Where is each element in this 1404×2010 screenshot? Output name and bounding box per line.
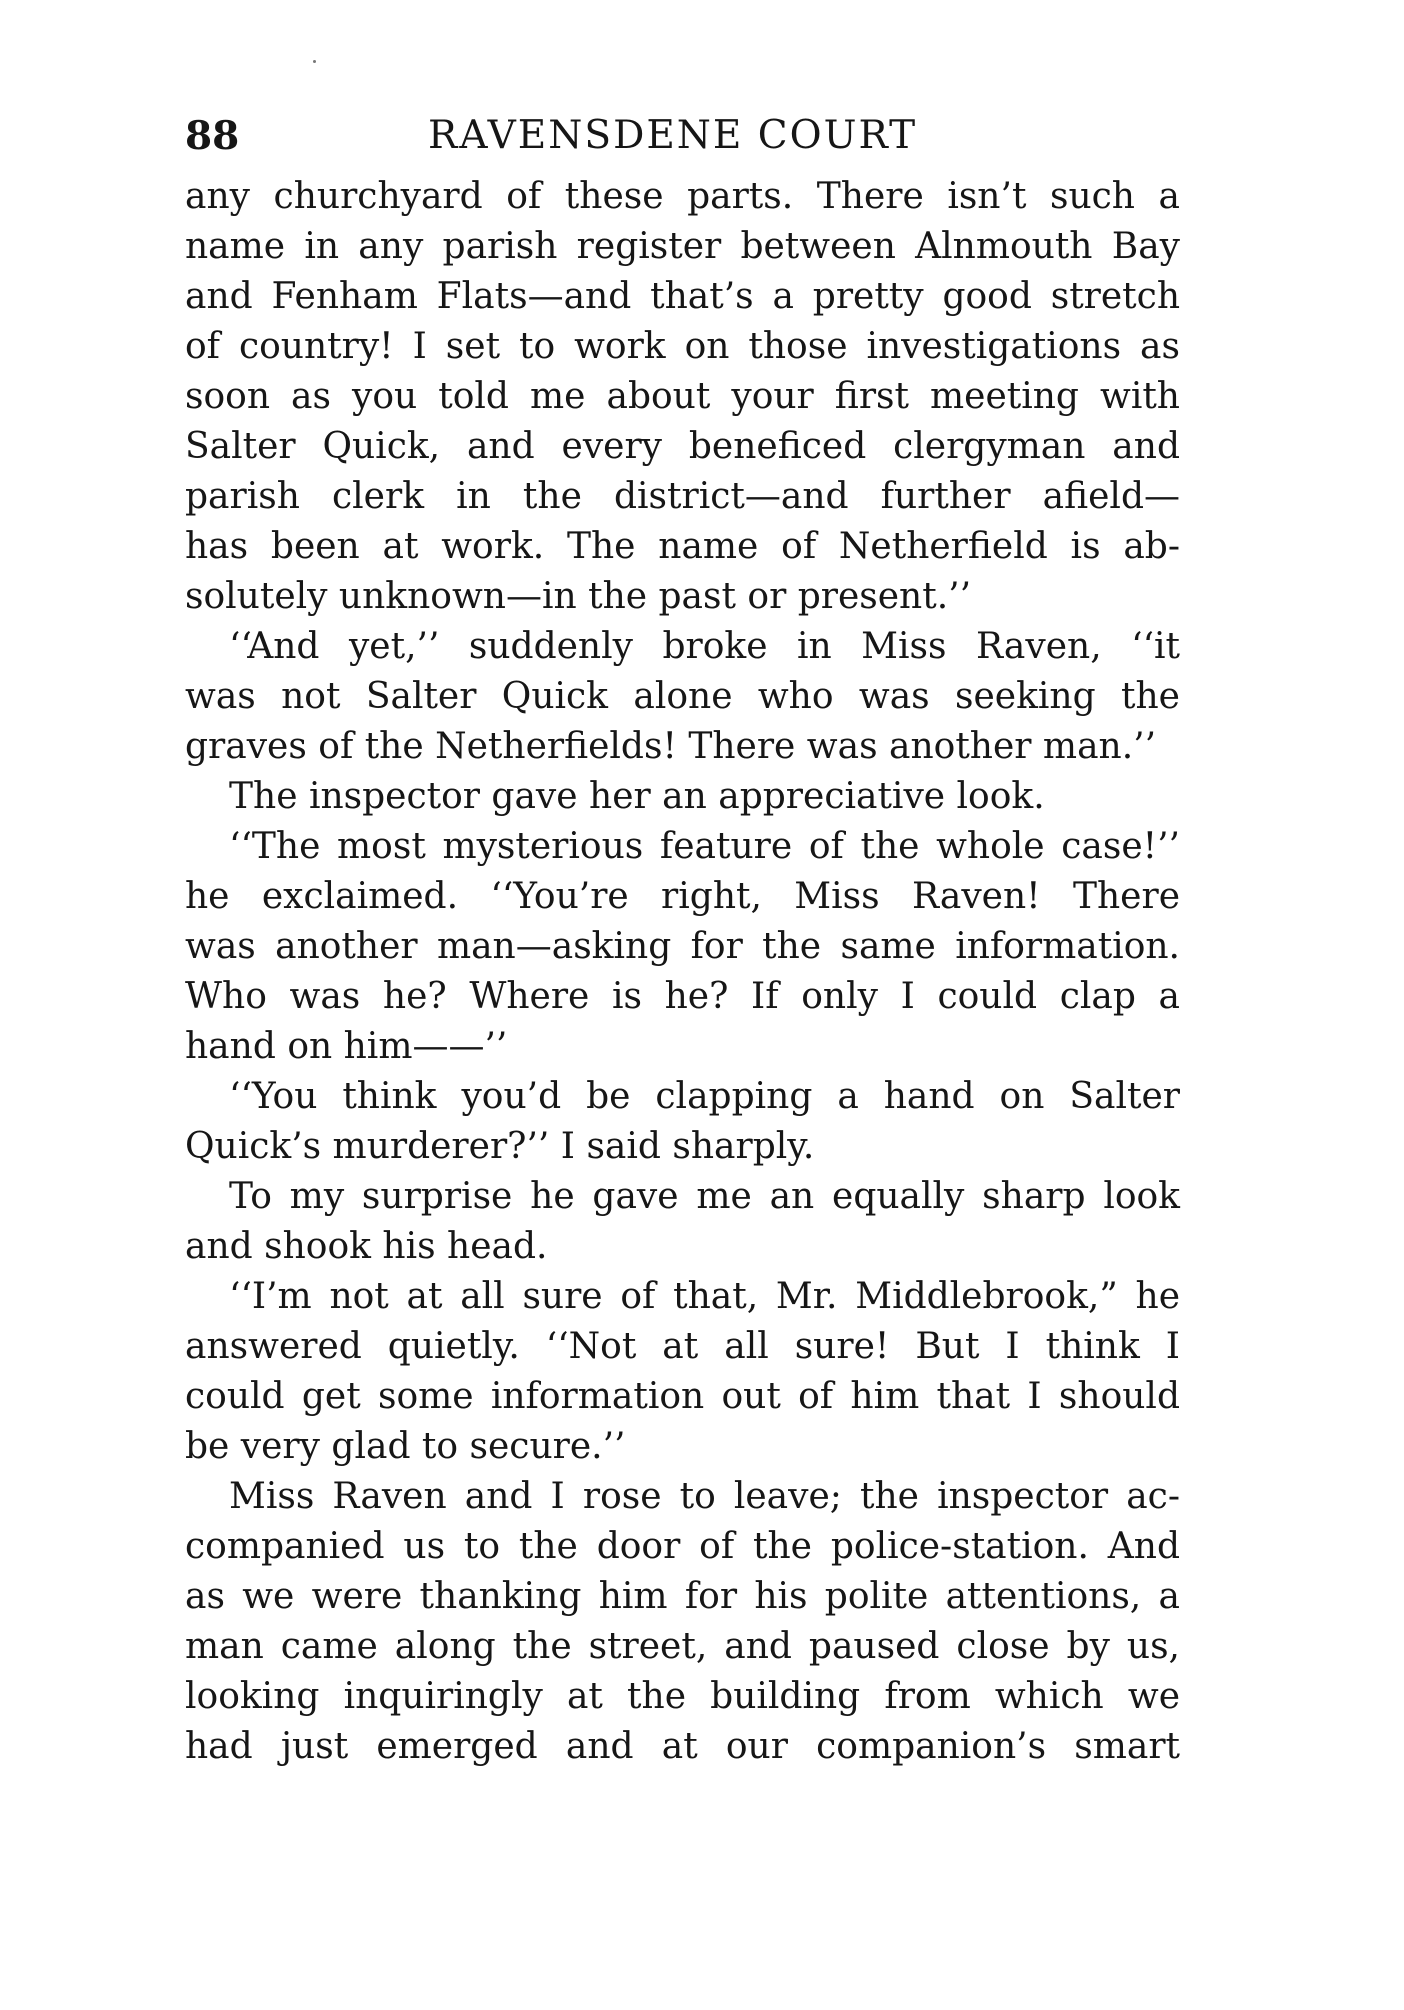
ink-speck bbox=[313, 60, 316, 63]
text-line: and shook his head. bbox=[185, 1226, 548, 1267]
text-line: name in any parish register between Alnmouth Bay bbox=[185, 226, 1180, 267]
text-line: ‘‘And yet,’’ suddenly broke in Miss Raven, ‘‘it bbox=[229, 626, 1180, 667]
text-line: answered quietly. ‘‘Not at all sure! But I think I bbox=[185, 1326, 1180, 1367]
text-line: Quick’s murderer?’’ I said sharply. bbox=[185, 1126, 815, 1167]
text-line: as we were thanking him for his polite attentions, a bbox=[185, 1576, 1180, 1617]
text-line: and Fenham Flats—and that’s a pretty good stretch bbox=[185, 276, 1180, 317]
text-line: has been at work. The name of Netherfield is ab- bbox=[185, 526, 1180, 567]
text-line: any churchyard of these parts. There isn’t such a bbox=[185, 176, 1180, 217]
text-line: hand on him——’’ bbox=[185, 1026, 508, 1067]
text-line: Salter Quick, and every beneficed clergyman and bbox=[185, 426, 1180, 467]
text-line: soon as you told me about your first meeting with bbox=[185, 376, 1180, 417]
text-line: ‘‘The most mysterious feature of the whole case!’’ bbox=[229, 826, 1180, 867]
page-number: 88 bbox=[185, 113, 240, 159]
text-line: graves of the Netherfields! There was another man.’’ bbox=[185, 726, 1157, 767]
text-line: companied us to the door of the police-station. And bbox=[185, 1526, 1180, 1567]
text-line: To my surprise he gave me an equally sharp look bbox=[229, 1176, 1180, 1217]
text-line: of country! I set to work on those investigations as bbox=[185, 326, 1180, 367]
text-line: looking inquiringly at the building from which we bbox=[185, 1676, 1180, 1717]
text-line: Miss Raven and I rose to leave; the inspector ac- bbox=[229, 1476, 1180, 1517]
text-line: be very glad to secure.’’ bbox=[185, 1426, 626, 1467]
body-text bbox=[185, 172, 1180, 1772]
text-line: ‘‘I’m not at all sure of that, Mr. Middlebrook,” he bbox=[229, 1276, 1180, 1317]
text-line: man came along the street, and paused close by us, bbox=[185, 1626, 1180, 1667]
text-line: Who was he? Where is he? If only I could clap a bbox=[185, 976, 1180, 1017]
text-line: parish clerk in the district—and further afield— bbox=[185, 476, 1180, 517]
text-line: ‘‘You think you’d be clapping a hand on Salter bbox=[229, 1076, 1180, 1117]
text-line: The inspector gave her an appreciative look. bbox=[229, 776, 1045, 817]
text-line: was another man—asking for the same information. bbox=[185, 926, 1180, 967]
page-header bbox=[185, 108, 1185, 168]
text-line: had just emerged and at our companion’s smart bbox=[185, 1726, 1180, 1767]
text-line: he exclaimed. ‘‘You’re right, Miss Raven! There bbox=[185, 876, 1180, 917]
text-line: was not Salter Quick alone who was seeking the bbox=[185, 676, 1180, 717]
running-head: RAVENSDENE COURT bbox=[428, 113, 918, 158]
text-line: could get some information out of him that I should bbox=[185, 1376, 1180, 1417]
text-line: solutely unknown—in the past or present.’’ bbox=[185, 576, 972, 617]
